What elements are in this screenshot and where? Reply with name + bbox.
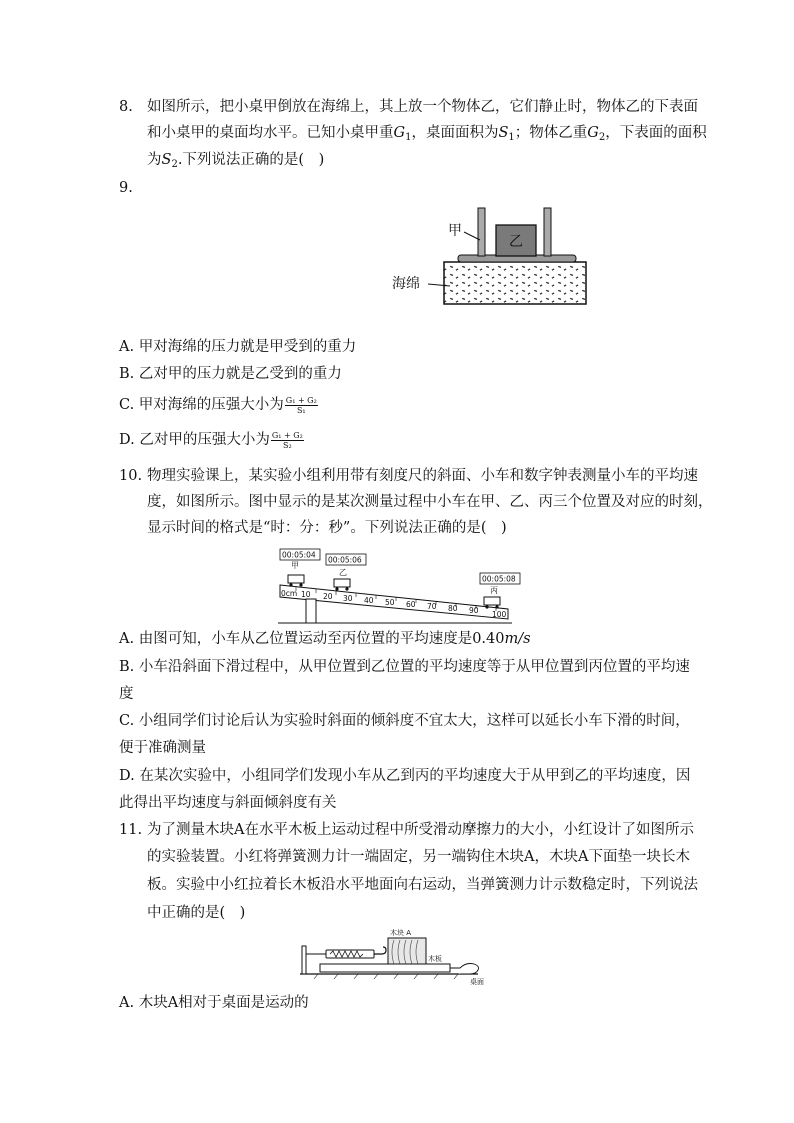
tick-40: 40 <box>364 596 374 605</box>
wall-stop <box>302 946 306 974</box>
label-table: 桌面 <box>470 978 484 986</box>
q10-option-b-line-2: 度 <box>119 686 134 702</box>
tick-20: 20 <box>323 592 333 601</box>
q10-line-3: 显示时间的格式是“时：分：秒”。下列说法正确的是( ) <box>147 520 507 536</box>
tick-80: 80 <box>448 604 458 613</box>
tick-100: 100 <box>492 610 507 619</box>
q8-number: 8. <box>119 99 133 115</box>
table-leg-left <box>478 208 485 256</box>
table-leg-right <box>544 208 551 256</box>
q9-option-d: D. 乙对甲的压强大小为 $\frac{\text{G₁ + G₂}}{\text{S₂}}$ <box>119 430 303 450</box>
tick-70: 70 <box>427 602 437 611</box>
label-board: 木板 <box>428 955 442 963</box>
tick-90: 90 <box>469 606 479 615</box>
label-yi: 乙 <box>509 234 523 250</box>
q10-option-a: A. 由图可知，小车从乙位置运动至丙位置的平均速度是0.40m/s <box>119 631 531 647</box>
cart-yi <box>334 579 350 591</box>
tick-0: 0cm <box>281 589 298 598</box>
q9-option-c: C. 甲对海绵的压强大小为 $\frac{\text{G₁ + G₂}}{\text{S₁}}$ <box>119 395 317 415</box>
q11-figure-friction <box>298 926 498 986</box>
q9-option-a: A. 甲对海绵的压力就是甲受到的重力 <box>119 339 357 355</box>
q11-option-a: A. 木块A相对于桌面是运动的 <box>119 995 309 1011</box>
table-hatch <box>314 974 458 979</box>
q10-option-c-line-1: C. 小组同学们讨论后认为实验时斜面的倾斜度不宜太大，这样可以延长小车下滑的时间， <box>119 713 690 729</box>
label-block-a: 木块 A <box>390 929 412 937</box>
q10-number: 10. <box>119 468 143 484</box>
label-jia: 甲 <box>448 223 462 239</box>
q10-option-d-line-1: D. 在某次实验中，小组同学们发现小车从乙到丙的平均速度大于从甲到乙的平均速度，因 <box>119 768 691 784</box>
hand-pulling <box>450 964 479 975</box>
long-board <box>320 964 450 972</box>
q9-option-b: B. 乙对甲的压力就是乙受到的重力 <box>119 366 342 382</box>
q10-option-d-line-2: 此得出平均速度与斜面倾斜度有关 <box>119 795 337 811</box>
sponge-block <box>444 262 586 304</box>
fraction-d: $\frac{\text{G₁ + G₂}}{\text{S₂}}$ <box>271 430 303 450</box>
q11-line-2: 的实验装置。小红将弹簧测力计一端固定，另一端钩住木块A，木块A下面垫一块长木 <box>147 849 690 865</box>
q11-line-4: 中正确的是( ) <box>147 905 246 921</box>
q10-figure-incline <box>276 547 516 627</box>
fraction-c: $\frac{\text{G₁ + G₂}}{\text{S₁}}$ <box>285 395 317 415</box>
q11-line-3: 板。实验中小红拉着长木板沿水平地面向右运动，当弹簧测力计示数稳定时，下列说法 <box>147 877 698 893</box>
tick-60: 60 <box>406 600 416 609</box>
tick-10: 10 <box>301 590 311 599</box>
label-cart-bing: 丙 <box>490 586 498 595</box>
q11-line-1: 为了测量木块A在水平木板上运动过程中所受滑动摩擦力的大小，小红设计了如图所示 <box>147 822 694 838</box>
q8-line-1: 如图所示，把小桌甲倒放在海绵上，其上放一个物体乙，它们静止时，物体乙的下表面 <box>147 99 698 115</box>
q10-line-2: 度，如图所示。图中显示的是某次测量过程中小车在甲、乙、丙三个位置及对应的时刻， <box>147 494 713 510</box>
q10-option-c-line-2: 便于准确测量 <box>119 740 206 756</box>
q8-line-3: 为$S_2$.下列说法正确的是( ) <box>147 152 325 170</box>
clock-yi: 00:05:06 <box>328 555 362 565</box>
label-sponge: 海绵 <box>392 276 420 292</box>
cart-jia <box>288 575 304 587</box>
q9-number: 9. <box>119 180 133 196</box>
tick-30: 30 <box>343 594 353 603</box>
incline-support <box>306 599 316 623</box>
q10-option-b-line-1: B. 小车沿斜面下滑过程中，从甲位置到乙位置的平均速度等于从甲位置到丙位置的平均速 <box>119 659 690 675</box>
q9-figure-sponge-table <box>388 200 608 310</box>
tick-50: 50 <box>385 598 395 607</box>
q11-number: 11. <box>119 822 143 838</box>
q8-line-2: 和小桌甲的桌面均水平。已知小桌甲重$G_1$，桌面面积为$S_1$；物体乙重$G_2$，下表面的面积 <box>147 125 707 143</box>
q10-line-1: 物理实验课上，某实验小组利用带有刻度尺的斜面、小车和数字钟表测量小车的平均速 <box>147 468 698 484</box>
clock-jia: 00:05:04 <box>282 550 316 560</box>
label-cart-jia: 甲 <box>291 561 299 570</box>
label-cart-yi: 乙 <box>339 568 347 577</box>
clock-bing: 00:05:08 <box>482 574 516 584</box>
hook <box>374 947 386 954</box>
